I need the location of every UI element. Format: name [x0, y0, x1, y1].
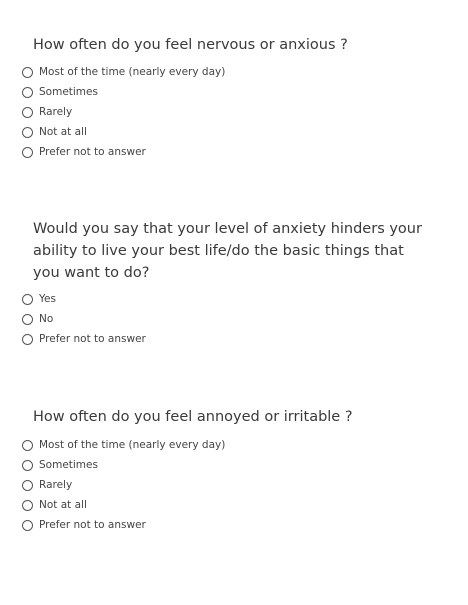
radio-button-icon[interactable]: [22, 334, 33, 345]
radio-button-icon[interactable]: [22, 480, 33, 491]
option-not-at-all[interactable]: [22, 124, 87, 140]
radio-button-icon[interactable]: [22, 67, 33, 78]
option-label: Not at all: [39, 126, 87, 138]
radio-button-icon[interactable]: [22, 500, 33, 511]
option-yes[interactable]: [22, 291, 56, 307]
option-rarely[interactable]: [22, 477, 72, 493]
radio-button-icon[interactable]: [22, 440, 33, 451]
option-prefer-not-to-answer[interactable]: [22, 331, 146, 347]
question-title: Would you say that your level of anxiety hinders your ability to live your best life/do the basic things that you want to do?: [33, 221, 422, 281]
option-no[interactable]: [22, 311, 53, 327]
option-label: No: [39, 313, 54, 325]
radio-button-icon[interactable]: [22, 107, 33, 118]
option-not-at-all[interactable]: [22, 497, 87, 513]
radio-button-icon[interactable]: [22, 147, 33, 158]
option-rarely[interactable]: [22, 104, 72, 120]
question-title: How often do you feel annoyed or irritable ?: [33, 409, 353, 425]
option-prefer-not-to-answer[interactable]: [22, 517, 146, 533]
option-label: Rarely: [39, 479, 73, 491]
option-label: Sometimes: [39, 459, 98, 471]
option-sometimes[interactable]: [22, 457, 98, 473]
radio-button-icon[interactable]: [22, 87, 33, 98]
option-label: Not at all: [39, 499, 87, 511]
option-label: Most of the time (nearly every day): [39, 439, 226, 451]
option-label: Rarely: [39, 106, 73, 118]
option-most-of-the-time[interactable]: [22, 64, 225, 80]
option-label: Yes: [39, 293, 56, 305]
radio-button-icon[interactable]: [22, 460, 33, 471]
option-label: Prefer not to answer: [39, 146, 146, 158]
option-most-of-the-time[interactable]: [22, 437, 225, 453]
radio-button-icon[interactable]: [22, 127, 33, 138]
radio-button-icon[interactable]: [22, 314, 33, 325]
radio-button-icon[interactable]: [22, 294, 33, 305]
option-label: Prefer not to answer: [39, 333, 146, 345]
option-label: Most of the time (nearly every day): [39, 66, 226, 78]
option-prefer-not-to-answer[interactable]: [22, 144, 146, 160]
option-label: Prefer not to answer: [39, 519, 146, 531]
radio-button-icon[interactable]: [22, 520, 33, 531]
question-title: How often do you feel nervous or anxious ?: [33, 37, 348, 53]
option-label: Sometimes: [39, 86, 98, 98]
option-sometimes[interactable]: [22, 84, 98, 100]
